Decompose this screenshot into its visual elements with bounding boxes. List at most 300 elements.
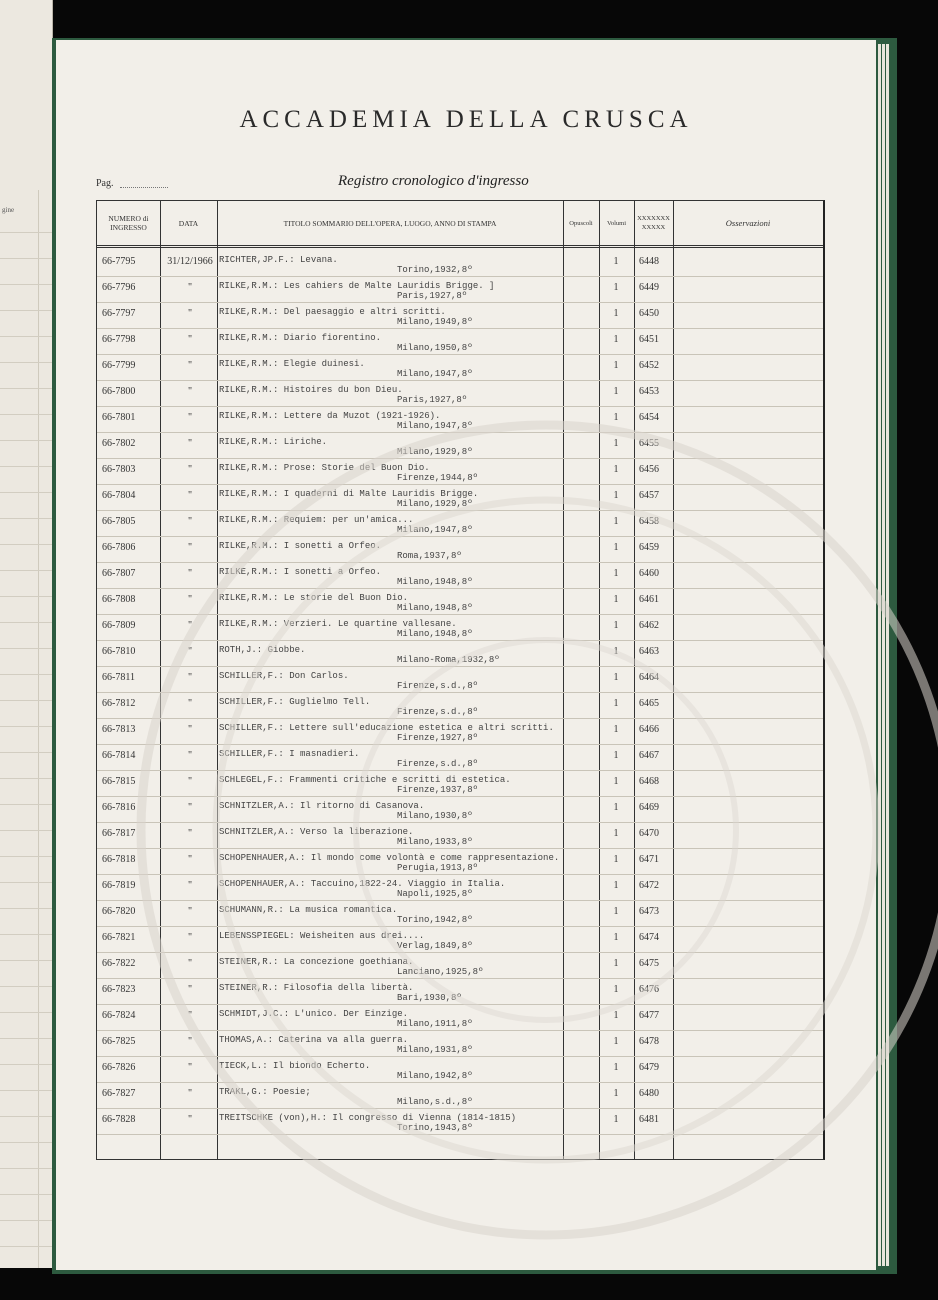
entry-date: " — [187, 360, 193, 371]
left-page-rule — [0, 388, 52, 389]
table-row — [97, 979, 823, 1005]
left-page-rule — [0, 960, 52, 961]
table-row — [97, 667, 823, 693]
entry-date: " — [187, 854, 193, 865]
table-row — [97, 615, 823, 641]
entry-volumes: 1 — [613, 1036, 619, 1047]
entry-title: SCHLEGEL,F.: Frammenti critiche e scritti di estetica. — [219, 775, 511, 785]
entry-number: 66-7824 — [102, 1010, 136, 1021]
entry-title: RILKE,R.M.: Liriche. — [219, 437, 328, 447]
table-row — [97, 1057, 823, 1083]
entry-number: 66-7798 — [102, 334, 136, 345]
entry-date: " — [187, 1010, 193, 1021]
entry-date: " — [187, 672, 193, 683]
entry-place: Firenze,1944,8º — [397, 473, 479, 483]
page-edge — [882, 44, 885, 1266]
header-numero: NUMERO di INGRESSO — [108, 214, 149, 232]
entry-inventory: 6461 — [639, 594, 659, 605]
entry-date: " — [187, 932, 193, 943]
entry-place: Firenze,s.d.,8º — [397, 759, 479, 769]
header-data: DATA — [178, 218, 199, 228]
table-row — [97, 641, 823, 667]
entry-place: Bari,1930,8º — [397, 993, 462, 1003]
entry-date: " — [187, 542, 193, 553]
entry-title: SCHNITZLER,A.: Verso la liberazione. — [219, 827, 414, 837]
left-page-rule — [0, 336, 52, 337]
row-rule — [97, 1134, 823, 1135]
entry-title: TRAKL,G.: Poesie; — [219, 1087, 311, 1097]
header-volumi: Volumi — [606, 219, 627, 227]
page-edge — [886, 44, 889, 1266]
table-row — [97, 823, 823, 849]
entry-date: " — [187, 958, 193, 969]
entry-volumes: 1 — [613, 828, 619, 839]
entry-title: RILKE,R.M.: I quaderni di Malte Lauridis Brigge. — [219, 489, 479, 499]
entry-volumes: 1 — [613, 386, 619, 397]
entry-date: " — [187, 1036, 193, 1047]
entry-place: Napoli,1925,8º — [397, 889, 473, 899]
left-page-rule — [0, 466, 52, 467]
table-row — [97, 407, 823, 433]
entry-date: " — [187, 776, 193, 787]
left-page-rule — [0, 804, 52, 805]
entry-inventory: 6468 — [639, 776, 659, 787]
entry-inventory: 6449 — [639, 282, 659, 293]
left-page-rule — [0, 362, 52, 363]
entry-title: STEINER,R.: La concezione goethiana. — [219, 957, 414, 967]
entry-title: STEINER,R.: Filosofia della libertà. — [219, 983, 414, 993]
left-page-rule — [0, 622, 52, 623]
entry-title: ROTH,J.: Giobbe. — [219, 645, 306, 655]
left-page-rule — [0, 544, 52, 545]
entry-number: 66-7814 — [102, 750, 136, 761]
entry-place: Milano,1948,8º — [397, 629, 473, 639]
entry-volumes: 1 — [613, 1114, 619, 1125]
left-page-rule — [0, 986, 52, 987]
entry-volumes: 1 — [613, 854, 619, 865]
entry-title: SCHOPENHAUER,A.: Il mondo come volontà e come rappresentazione. — [219, 853, 560, 863]
entry-place: Verlag,1849,8º — [397, 941, 473, 951]
entry-volumes: 1 — [613, 542, 619, 553]
entry-inventory: 6460 — [639, 568, 659, 579]
left-page-rule — [0, 310, 52, 311]
left-page-rule — [0, 570, 52, 571]
table-row — [97, 745, 823, 771]
entry-number: 66-7812 — [102, 698, 136, 709]
entry-number: 66-7809 — [102, 620, 136, 631]
entry-place: Milano,1931,8º — [397, 1045, 473, 1055]
entry-inventory: 6474 — [639, 932, 659, 943]
entry-volumes: 1 — [613, 490, 619, 501]
entry-inventory: 6456 — [639, 464, 659, 475]
entry-date: " — [187, 334, 193, 345]
left-page-rule — [0, 648, 52, 649]
entry-inventory: 6453 — [639, 386, 659, 397]
entry-title: SCHOPENHAUER,A.: Taccuino,1822-24. Viaggio in Italia. — [219, 879, 506, 889]
entry-volumes: 1 — [613, 750, 619, 761]
table-row — [97, 355, 823, 381]
table-row — [97, 303, 823, 329]
entry-place: Milano,1933,8º — [397, 837, 473, 847]
entry-place: Firenze,1927,8º — [397, 733, 479, 743]
left-page-rule — [0, 232, 52, 233]
header-rule — [97, 247, 823, 248]
entry-number: 66-7803 — [102, 464, 136, 475]
left-page-rule — [0, 830, 52, 831]
entry-title: SCHUMANN,R.: La musica romantica. — [219, 905, 398, 915]
entry-place: Roma,1937,8º — [397, 551, 462, 561]
entry-volumes: 1 — [613, 776, 619, 787]
table-row — [97, 693, 823, 719]
left-page-rule — [0, 882, 52, 883]
entry-number: 66-7813 — [102, 724, 136, 735]
entry-place: Milano,1929,8º — [397, 499, 473, 509]
table-row — [97, 953, 823, 979]
left-page-rule — [0, 596, 52, 597]
entry-inventory: 6464 — [639, 672, 659, 683]
left-page-rule — [0, 518, 52, 519]
table-row — [97, 875, 823, 901]
entry-title: RILKE,R.M.: Lettere da Muzot (1921-1926). — [219, 411, 441, 421]
entry-inventory: 6476 — [639, 984, 659, 995]
left-page-rule — [0, 1090, 52, 1091]
entry-date: " — [187, 1088, 193, 1099]
entry-number: 66-7801 — [102, 412, 136, 423]
entry-number: 66-7815 — [102, 776, 136, 787]
entry-date: " — [187, 594, 193, 605]
table-row — [97, 485, 823, 511]
entry-place: Paris,1927,8º — [397, 291, 468, 301]
entry-inventory: 6472 — [639, 880, 659, 891]
entry-volumes: 1 — [613, 932, 619, 943]
entry-date: 31/12/1966 — [167, 256, 213, 267]
entry-date: " — [187, 516, 193, 527]
entry-volumes: 1 — [613, 334, 619, 345]
entry-volumes: 1 — [613, 802, 619, 813]
entry-title: RILKE,R.M.: I sonetti a Orfeo. — [219, 541, 382, 551]
entry-inventory: 6457 — [639, 490, 659, 501]
entry-inventory: 6459 — [639, 542, 659, 553]
entry-volumes: 1 — [613, 412, 619, 423]
header-osservazioni: Osservazioni — [725, 217, 771, 228]
entry-number: 66-7807 — [102, 568, 136, 579]
entry-date: " — [187, 1114, 193, 1125]
entry-place: Milano,1930,8º — [397, 811, 473, 821]
entry-title: RILKE,R.M.: Histoires du bon Dieu. — [219, 385, 403, 395]
entry-number: 66-7819 — [102, 880, 136, 891]
entry-title: RILKE,R.M.: I sonetti a Orfeo. — [219, 567, 382, 577]
table-row — [97, 329, 823, 355]
table-row — [97, 251, 823, 277]
left-page-rule — [0, 1142, 52, 1143]
entry-inventory: 6452 — [639, 360, 659, 371]
entry-number: 66-7805 — [102, 516, 136, 527]
entry-place: Milano,1929,8º — [397, 447, 473, 457]
entry-place: Milano,1911,8º — [397, 1019, 473, 1029]
entry-title: RILKE,R.M.: Les cahiers de Malte Lauridis Brigge. ] — [219, 281, 495, 291]
entry-volumes: 1 — [613, 1010, 619, 1021]
entry-place: Torino,1943,8º — [397, 1123, 473, 1133]
table-row — [97, 771, 823, 797]
entry-place: Firenze,1937,8º — [397, 785, 479, 795]
entry-inventory: 6467 — [639, 750, 659, 761]
entry-number: 66-7821 — [102, 932, 136, 943]
entry-title: RICHTER,JP.F.: Levana. — [219, 255, 338, 265]
table-row — [97, 927, 823, 953]
entry-title: SCHNITZLER,A.: Il ritorno di Casanova. — [219, 801, 425, 811]
entry-date: " — [187, 880, 193, 891]
entry-inventory: 6448 — [639, 256, 659, 267]
left-page-rule — [0, 1064, 52, 1065]
entry-date: " — [187, 802, 193, 813]
entry-volumes: 1 — [613, 360, 619, 371]
entry-place: Torino,1932,8º — [397, 265, 473, 275]
entry-title: RILKE,R.M.: Prose: Storie del Buon Dio. — [219, 463, 430, 473]
table-row — [97, 381, 823, 407]
entry-title: LEBENSSPIEGEL: Weisheiten aus drei.... — [219, 931, 425, 941]
entry-volumes: 1 — [613, 906, 619, 917]
left-page-rule — [0, 1220, 52, 1221]
left-page-rule — [0, 1012, 52, 1013]
entry-title: RILKE,R.M.: Del paesaggio e altri scritti. — [219, 307, 446, 317]
left-page-rule — [0, 934, 52, 935]
table-row — [97, 797, 823, 823]
entry-place: Firenze,s.d.,8º — [397, 707, 479, 717]
left-page-rule — [38, 190, 39, 1268]
table-row — [97, 537, 823, 563]
entry-volumes: 1 — [613, 958, 619, 969]
table-row — [97, 459, 823, 485]
entry-title: SCHILLER,F.: Lettere sull'educazione estetica e altri scritti. — [219, 723, 554, 733]
entry-place: Milano,s.d.,8º — [397, 1097, 473, 1107]
left-page-rule — [0, 414, 52, 415]
entry-volumes: 1 — [613, 256, 619, 267]
register-page — [56, 40, 876, 1270]
entry-date: " — [187, 464, 193, 475]
header-rule — [97, 245, 823, 246]
entry-number: 66-7802 — [102, 438, 136, 449]
entry-title: SCHILLER,F.: I masnadieri. — [219, 749, 360, 759]
left-page-rule — [0, 700, 52, 701]
entry-inventory: 6455 — [639, 438, 659, 449]
entry-date: " — [187, 646, 193, 657]
entry-volumes: 1 — [613, 620, 619, 631]
left-page-rule — [0, 752, 52, 753]
table-row — [97, 1005, 823, 1031]
table-row — [97, 1083, 823, 1109]
entry-place: Milano,1947,8º — [397, 421, 473, 431]
entry-place: Paris,1927,8º — [397, 395, 468, 405]
entry-date: " — [187, 490, 193, 501]
entry-volumes: 1 — [613, 308, 619, 319]
entry-inventory: 6475 — [639, 958, 659, 969]
entry-volumes: 1 — [613, 568, 619, 579]
entry-place: Milano,1950,8º — [397, 343, 473, 353]
left-page-rule — [0, 674, 52, 675]
page-edge — [878, 44, 881, 1266]
entry-number: 66-7818 — [102, 854, 136, 865]
entry-inventory: 6450 — [639, 308, 659, 319]
entry-place: Milano,1947,8º — [397, 525, 473, 535]
header-inventario: XXXXXXX XXXXX — [637, 215, 670, 231]
entry-inventory: 6471 — [639, 854, 659, 865]
entry-inventory: 6465 — [639, 698, 659, 709]
entry-inventory: 6454 — [639, 412, 659, 423]
table-row — [97, 277, 823, 303]
entry-inventory: 6469 — [639, 802, 659, 813]
entry-inventory: 6470 — [639, 828, 659, 839]
entry-number: 66-7822 — [102, 958, 136, 969]
entry-title: SCHILLER,F.: Guglielmo Tell. — [219, 697, 371, 707]
entry-volumes: 1 — [613, 880, 619, 891]
entry-inventory: 6462 — [639, 620, 659, 631]
left-page-header: gine — [2, 206, 15, 214]
left-page-rule — [0, 1246, 52, 1247]
entry-place: Torino,1942,8º — [397, 915, 473, 925]
page-subtitle: Registro cronologico d'ingresso — [338, 173, 529, 189]
entry-number: 66-7804 — [102, 490, 136, 501]
header-opuscoli: Opuscoli — [569, 219, 593, 227]
entry-volumes: 1 — [613, 282, 619, 293]
entry-date: " — [187, 438, 193, 449]
entry-title: RILKE,R.M.: Requiem: per un'amica... — [219, 515, 414, 525]
table-row — [97, 433, 823, 459]
left-page-rule — [0, 1116, 52, 1117]
entry-volumes: 1 — [613, 984, 619, 995]
entry-title: RILKE,R.M.: Le storie del Buon Dio. — [219, 593, 409, 603]
entry-number: 66-7796 — [102, 282, 136, 293]
table-row — [97, 849, 823, 875]
left-page-rule — [0, 440, 52, 441]
table-row — [97, 719, 823, 745]
entry-place: Milano,1949,8º — [397, 317, 473, 327]
entry-inventory: 6478 — [639, 1036, 659, 1047]
entry-inventory: 6466 — [639, 724, 659, 735]
entry-number: 66-7806 — [102, 542, 136, 553]
entry-volumes: 1 — [613, 672, 619, 683]
table-row — [97, 1031, 823, 1057]
entry-date: " — [187, 620, 193, 631]
ledger-table — [96, 200, 825, 1160]
entry-volumes: 1 — [613, 1062, 619, 1073]
entry-place: Lanciano,1925,8º — [397, 967, 484, 977]
entry-number: 66-7797 — [102, 308, 136, 319]
entry-volumes: 1 — [613, 464, 619, 475]
table-row — [97, 511, 823, 537]
entry-inventory: 6477 — [639, 1010, 659, 1021]
entry-date: " — [187, 984, 193, 995]
entry-date: " — [187, 568, 193, 579]
entry-number: 66-7800 — [102, 386, 136, 397]
left-page-rule — [0, 908, 52, 909]
entry-volumes: 1 — [613, 438, 619, 449]
entry-number: 66-7823 — [102, 984, 136, 995]
entry-title: RILKE,R.M.: Verzieri. Le quartine vallesane. — [219, 619, 457, 629]
table-row — [97, 589, 823, 615]
entry-title: SCHILLER,F.: Don Carlos. — [219, 671, 349, 681]
entry-inventory: 6458 — [639, 516, 659, 527]
page-number-line — [120, 187, 168, 188]
entry-place: Milano,1948,8º — [397, 603, 473, 613]
entry-inventory: 6473 — [639, 906, 659, 917]
entry-volumes: 1 — [613, 516, 619, 527]
entry-volumes: 1 — [613, 594, 619, 605]
entry-date: " — [187, 750, 193, 761]
entry-title: RILKE,R.M.: Diario fiorentino. — [219, 333, 382, 343]
left-page-rule — [0, 778, 52, 779]
left-page-rule — [0, 492, 52, 493]
entry-date: " — [187, 906, 193, 917]
entry-number: 66-7826 — [102, 1062, 136, 1073]
entry-place: Milano-Roma,1932,8º — [397, 655, 500, 665]
entry-date: " — [187, 828, 193, 839]
entry-date: " — [187, 282, 193, 293]
left-page-rule — [0, 1168, 52, 1169]
entry-place: Milano,1947,8º — [397, 369, 473, 379]
entry-inventory: 6479 — [639, 1062, 659, 1073]
left-page-rule — [0, 1194, 52, 1195]
entry-number: 66-7808 — [102, 594, 136, 605]
entry-title: THOMAS,A.: Caterina va alla guerra. — [219, 1035, 409, 1045]
table-row — [97, 1109, 823, 1135]
left-page-rule — [0, 1038, 52, 1039]
entry-place: Milano,1942,8º — [397, 1071, 473, 1081]
entry-volumes: 1 — [613, 1088, 619, 1099]
entry-volumes: 1 — [613, 646, 619, 657]
table-row — [97, 563, 823, 589]
entry-date: " — [187, 308, 193, 319]
entry-title: RILKE,R.M.: Elegie duinesi. — [219, 359, 365, 369]
left-page — [0, 0, 53, 1268]
entry-place: Perugia,1913,8º — [397, 863, 479, 873]
entry-number: 66-7827 — [102, 1088, 136, 1099]
entry-date: " — [187, 1062, 193, 1073]
entry-number: 66-7816 — [102, 802, 136, 813]
entry-title: TREITSCHKE (von),H.: Il congresso di Vienna (1814-1815) — [219, 1113, 517, 1123]
entry-number: 66-7799 — [102, 360, 136, 371]
entry-number: 66-7828 — [102, 1114, 136, 1125]
entry-inventory: 6463 — [639, 646, 659, 657]
entry-volumes: 1 — [613, 724, 619, 735]
entry-number: 66-7811 — [102, 672, 135, 683]
entry-date: " — [187, 386, 193, 397]
entry-inventory: 6481 — [639, 1114, 659, 1125]
entry-number: 66-7817 — [102, 828, 136, 839]
entry-inventory: 6480 — [639, 1088, 659, 1099]
entry-number: 66-7795 — [102, 256, 136, 267]
entry-title: TIECK,L.: Il biondo Echerto. — [219, 1061, 371, 1071]
left-page-rule — [0, 856, 52, 857]
entry-date: " — [187, 724, 193, 735]
left-page-rule — [0, 258, 52, 259]
header-titolo: TITOLO SOMMARIO DELL'OPERA, LUOGO, ANNO DI STAMPA — [283, 218, 497, 228]
entry-place: Milano,1948,8º — [397, 577, 473, 587]
table-row — [97, 901, 823, 927]
entry-title: SCHMIDT,J.C.: L'unico. Der Einzige. — [219, 1009, 409, 1019]
entry-number: 66-7820 — [102, 906, 136, 917]
entry-inventory: 6451 — [639, 334, 659, 345]
entry-number: 66-7810 — [102, 646, 136, 657]
entry-date: " — [187, 412, 193, 423]
entry-place: Firenze,s.d.,8º — [397, 681, 479, 691]
page-number-label: Pag. — [96, 178, 114, 189]
page-title: ACCADEMIA DELLA CRUSCA — [239, 106, 693, 133]
entry-date: " — [187, 698, 193, 709]
entry-number: 66-7825 — [102, 1036, 136, 1047]
left-page-rule — [0, 726, 52, 727]
left-page-rule — [0, 284, 52, 285]
entry-volumes: 1 — [613, 698, 619, 709]
